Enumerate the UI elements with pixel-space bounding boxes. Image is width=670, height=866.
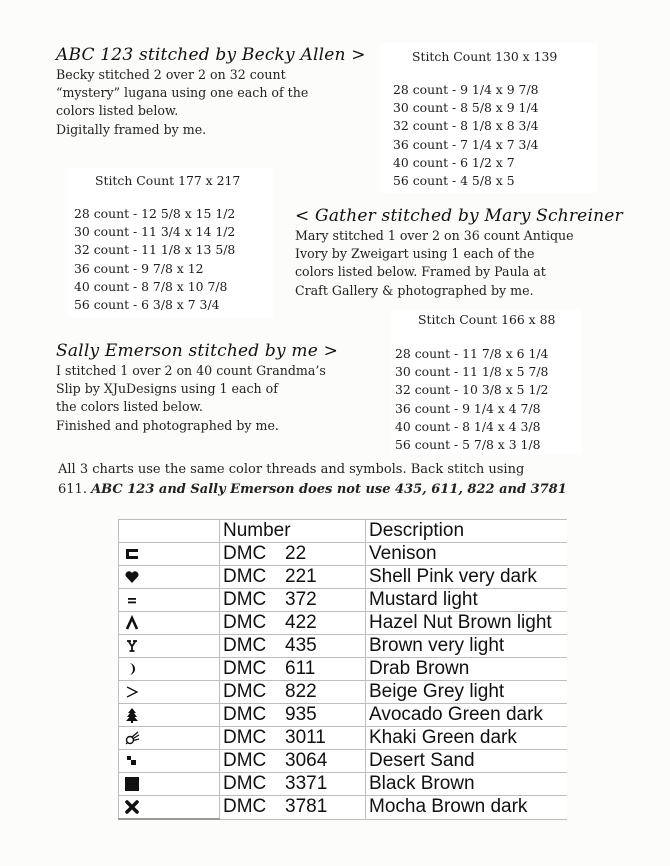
thread-note: All 3 charts use the same color threads and symbols. Back stitch using 611. ABC 123 and Sally Emerson does not use 435, 611, 822 and 3781 [58, 462, 567, 497]
abc-title: ABC 123 stitched by Becky Allen > [56, 45, 366, 65]
table-row: DMC 822 Beige Grey light [119, 681, 568, 704]
table-row: DMC 935 Avocado Green dark [119, 704, 568, 727]
abc-description: Becky stitched 2 over 2 on 32 count “mystery” lugana using one each of the colors listed below. Digitally framed by me. [56, 67, 309, 137]
filled-square-icon [124, 776, 140, 792]
comet-icon [124, 730, 140, 746]
stitch-count-row: 28 count - 11 7/8 x 6 1/4 [395, 346, 549, 361]
stitch-count-row: 30 count - 11 3/4 x 14 1/2 [74, 224, 236, 240]
table-row: DMC 22 Venison [119, 543, 568, 566]
gather-section [295, 205, 623, 300]
table-row: DMC 3371 Black Brown [119, 773, 568, 796]
stitch-count-row: 30 count - 11 1/8 x 5 7/8 [395, 364, 549, 380]
gather-title: < Gather stitched by Mary Schreiner [295, 206, 623, 226]
stitch-count-row: 36 count - 7 1/4 x 7 3/4 [393, 136, 539, 152]
heart-icon [124, 569, 140, 585]
sally-section [56, 340, 338, 435]
table-row: DMC 422 Hazel Nut Brown light [119, 612, 568, 635]
abc-stitch-count-panel [380, 43, 597, 193]
diagonal-squares-icon [124, 753, 140, 769]
sally-stitch-count-rows [395, 345, 548, 454]
table-row: DMC 3011 Khaki Green dark [119, 727, 568, 750]
symbol-header [119, 520, 220, 543]
stitch-count-row: 40 count - 8 1/4 x 4 3/8 [395, 418, 541, 434]
table-row: DMC 435 Brown very light [119, 635, 568, 658]
table-row: DMC 3064 Desert Sand [119, 750, 568, 773]
stitch-count-row: 28 count - 12 5/8 x 15 1/2 [74, 206, 236, 221]
sally-title: Sally Emerson stitched by me > [56, 341, 339, 361]
color-key [118, 519, 567, 820]
stitch-count-row: 30 count - 8 5/8 x 9 1/4 [393, 100, 539, 116]
gather-stitch-count-title: Stitch Count 177 x 217 [95, 173, 241, 188]
equals-icon [124, 592, 140, 608]
sally-stitch-count-title: Stitch Count 166 x 88 [418, 312, 556, 327]
stitch-count-row: 56 count - 6 3/8 x 7 3/4 [74, 297, 220, 313]
x-cross-icon [124, 799, 140, 815]
caret-up-icon [124, 615, 140, 631]
number-header: Number [220, 520, 366, 543]
table-row: DMC 372 Mustard light [119, 589, 568, 612]
tree-icon [124, 707, 140, 723]
description-header: Description [366, 520, 568, 543]
stitch-count-row: 36 count - 9 1/4 x 4 7/8 [395, 400, 541, 416]
stitch-count-row: 56 count - 4 5/8 x 5 [393, 173, 515, 189]
color-key-table [118, 519, 567, 820]
gather-stitch-count-panel [68, 168, 273, 318]
abc-stitch-count-title: Stitch Count 130 x 139 [412, 49, 558, 64]
bracket-icon [124, 546, 140, 562]
stitch-count-row: 32 count - 8 1/8 x 8 3/4 [393, 118, 539, 134]
abc-stitch-count-rows [393, 81, 539, 190]
gather-stitch-count-rows [74, 205, 235, 314]
stitch-count-row: 40 count - 8 7/8 x 10 7/8 [74, 278, 228, 294]
table-row: DMC 611 Drab Brown [119, 658, 568, 681]
stitch-count-row: 56 count - 5 7/8 x 3 1/8 [395, 437, 541, 453]
table-row: DMC 3781 Mocha Brown dark [119, 796, 568, 820]
table-row: DMC 221 Shell Pink very dark [119, 566, 568, 589]
crescent-moon-icon [124, 661, 140, 677]
sally-stitch-count-panel [391, 309, 582, 455]
note-emphasis: ABC 123 and Sally Emerson does not use 435, 611, 822 and 3781 [91, 481, 567, 497]
stitch-count-row: 28 count - 9 1/4 x 9 7/8 [393, 82, 539, 97]
table-header-row [119, 520, 568, 543]
stitch-count-row: 40 count - 6 1/2 x 7 [393, 154, 515, 170]
greater-than-icon [124, 684, 140, 700]
sally-description: I stitched 1 over 2 on 40 count Grandma’s Slip by XJuDesigns using 1 each of the colors listed below. Finished and photographed by me. [56, 363, 326, 433]
stitch-count-row: 36 count - 9 7/8 x 12 [74, 260, 204, 276]
gather-description: Mary stitched 1 over 2 on 36 count Antique Ivory by Zweigart using 1 each of the colors listed below. Framed by Paula at Craft Gallery & photographed by me. [295, 228, 574, 298]
stitch-count-row: 32 count - 11 1/8 x 13 5/8 [74, 242, 236, 258]
letter-y-icon [124, 638, 140, 654]
stitch-count-row: 32 count - 10 3/8 x 5 1/2 [395, 382, 549, 398]
abc-section [56, 44, 366, 139]
